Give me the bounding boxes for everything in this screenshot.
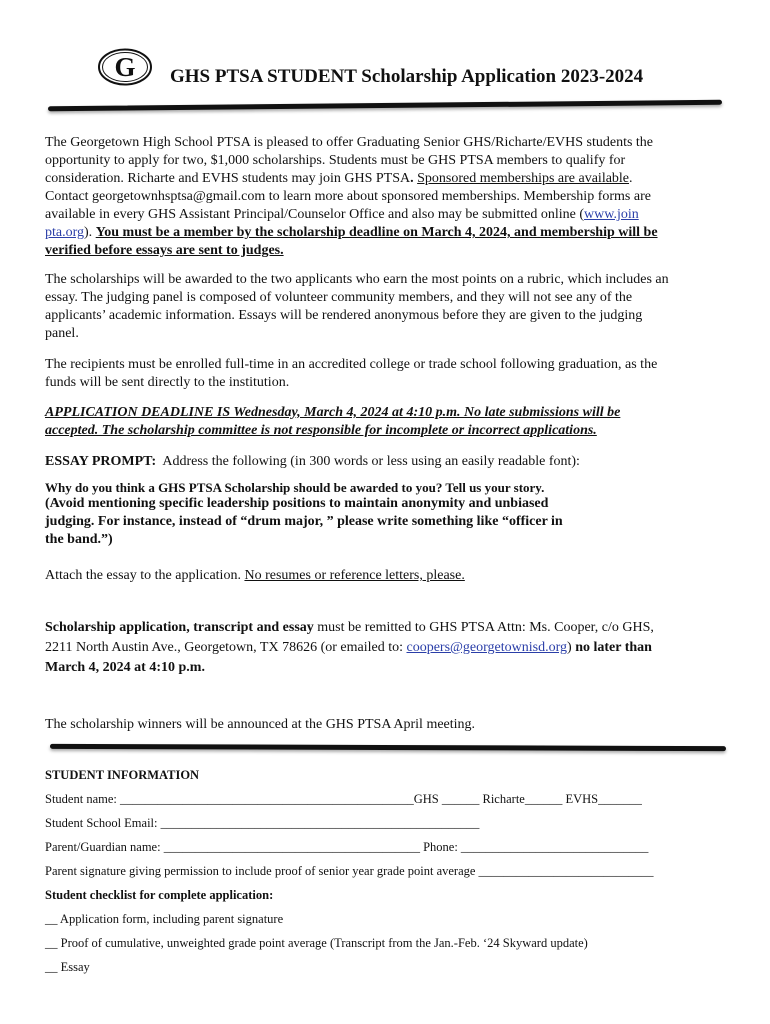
checklist-item[interactable]: __ Proof of cumulative, unweighted grade point average (Transcript from the Jan.-Feb. ‘24 Skyward update): [45, 936, 588, 950]
attach-instruction: Attach the essay to the application. No resumes or reference letters, please.: [45, 568, 465, 583]
student-email-field[interactable]: Student School Email: ___________________________________________________: [45, 816, 480, 830]
submission-paragraph: Scholarship application, transcript and essay must be remitted to GHS PTSA Attn: Ms. Cooper, c/o GHS, 2211 North Austin Ave., Georgetown, TX 78626 (or emailed to: coopers@georgetownisd.org) no later than March 4, 2024 at 4:10 p.m.: [45, 620, 654, 675]
essay-prompt: ESSAY PROMPT: Address the following (in 300 words or less using an easily readable font):: [45, 454, 580, 469]
intro-line: Contact georgetownhsptsa@gmail.com to learn more about sponsored memberships. Membership forms are: [45, 189, 651, 204]
georgetown-g-logo: [98, 48, 152, 86]
student-name-field[interactable]: Student name: _______________________________________________GHS ______ Richarte______ EVHS_______: [45, 792, 642, 806]
section-divider: [50, 744, 726, 751]
checklist-heading: Student checklist for complete application:: [45, 888, 274, 902]
intro-line: The Georgetown High School PTSA is pleased to offer Graduating Senior GHS/Richarte/EVHS students the: [45, 135, 654, 150]
rubric-paragraph: The scholarships will be awarded to the two applicants who earn the most points on a rubric, which includes an essay. The judging panel is composed of volunteer community members, and they will not see any of the applicants’ academic information. Essays will be rendered anonymous before they are given to the judging panel.: [45, 272, 669, 341]
parent-signature-field[interactable]: Parent signature giving permission to include proof of senior year grade point average ____________________________: [45, 864, 654, 878]
intro-line: available in every GHS Assistant Principal/Counselor Office and also may be submitted online (www.join: [45, 207, 639, 222]
header-divider: [48, 100, 722, 111]
intro-line: consideration. Richarte and EVHS students may join GHS PTSA. Sponsored memberships are available.: [45, 171, 633, 186]
joinpta-link[interactable]: www.join: [584, 207, 639, 222]
sponsored-memberships-link[interactable]: Sponsored memberships are available: [417, 171, 630, 186]
essay-note: (Avoid mentioning specific leadership positions to maintain anonymity and unbiased judging. For instance, instead of “drum major, ” please write something like “officer in the band.”): [45, 496, 563, 547]
recipients-paragraph: The recipients must be enrolled full-time in an accredited college or trade school following graduation, as the funds will be sent directly to the institution.: [45, 357, 658, 390]
intro-line: verified before essays are sent to judges.: [45, 243, 284, 258]
student-info-heading: STUDENT INFORMATION: [45, 768, 200, 782]
announcement-text: The scholarship winners will be announced at the GHS PTSA April meeting.: [45, 717, 476, 732]
parent-name-phone-field[interactable]: Parent/Guardian name: _________________________________________ Phone: ______________________________: [45, 840, 649, 854]
essay-question: Why do you think a GHS PTSA Scholarship should be awarded to you? Tell us your story.: [45, 480, 545, 495]
svg-text:G: G: [114, 52, 136, 82]
essay-prompt-label: ESSAY PROMPT:: [45, 454, 157, 469]
checklist-item[interactable]: __ Essay: [45, 960, 90, 974]
intro-line: pta.org). You must be a member by the scholarship deadline on March 4, 2024, and membership will be: [45, 225, 658, 240]
intro-paragraph: [45, 134, 725, 260]
joinpta-link-cont[interactable]: pta.org: [45, 225, 85, 240]
checklist-item[interactable]: __ Application form, including parent signature: [45, 912, 284, 926]
deadline-notice: APPLICATION DEADLINE IS Wednesday, March 4, 2024 at 4:10 p.m. No late submissions will be accepted. The scholarship committee is not responsible for incomplete or incorrect applications.: [45, 405, 621, 438]
email-link[interactable]: coopers@georgetownisd.org: [406, 640, 568, 655]
intro-line: opportunity to apply for two, $1,000 scholarships. Students must be GHS PTSA members to qualify for: [45, 153, 626, 168]
page-title: GHS PTSA STUDENT Scholarship Application 2023-2024: [170, 66, 644, 87]
